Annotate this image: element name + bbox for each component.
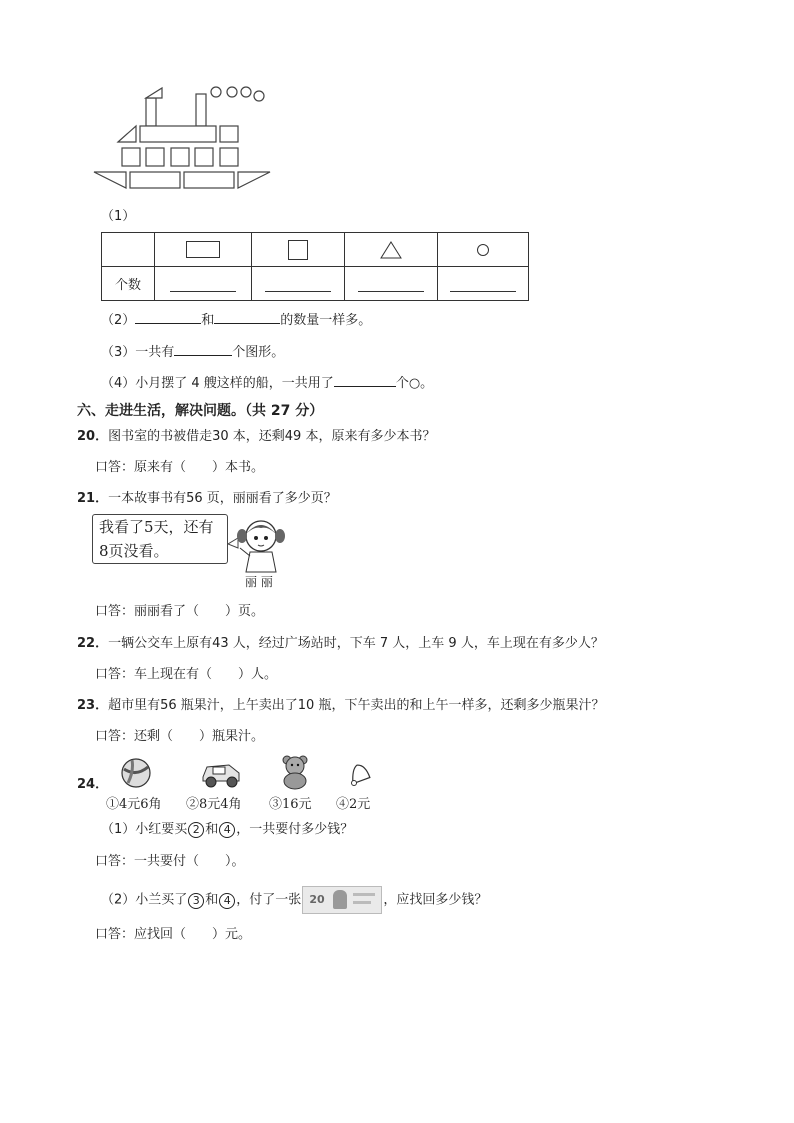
banknote-image: [302, 886, 382, 914]
q24-part1: （1）小红要买 2 和 4 ，一共要付多少钱？: [101, 822, 354, 837]
price-item-2: ②8元4角: [186, 797, 242, 812]
q24-part2: （2）小兰买了 3 和 4 ，付了一张 20 ，应找回多少钱？: [101, 886, 487, 914]
deck-triangle: [118, 126, 136, 142]
toy-car-icon: [199, 757, 243, 789]
price-item-1: ①4元6角: [106, 797, 162, 812]
answer-blank[interactable]: [135, 311, 201, 324]
triangle-icon: [380, 241, 402, 259]
rectangle-icon: [186, 241, 220, 258]
question-22: 22．一辆公交车上原有43 人，经过广场站时，下车 7 人，上车 9 人，车上现在有多少人？: [77, 636, 604, 651]
teddy-bear-icon: [279, 754, 311, 790]
q22-answer: 口答：车上现在有（ ）人。: [95, 667, 278, 682]
bell-icon: [344, 759, 374, 789]
question-24-number: 24．: [77, 777, 109, 792]
smoke-circle: [227, 87, 237, 97]
circle-icon: [477, 244, 489, 256]
answer-blank[interactable]: [174, 343, 232, 356]
q21-answer: 口答：丽丽看了（ ）页。: [95, 604, 265, 619]
q20-answer: 口答：原来有（ ）本书。: [95, 460, 265, 475]
answer-blank[interactable]: [265, 283, 331, 292]
girl-name: 丽 丽: [245, 575, 273, 589]
price-item-3: ③16元: [269, 797, 312, 812]
girl-illustration: [228, 514, 294, 576]
q19-part4: （4）小月摆了 4 艘这样的船，一共用了 个○。: [101, 376, 434, 391]
ball-icon: [120, 757, 152, 789]
answer-blank[interactable]: [214, 311, 280, 324]
q24-part2-answer: 口答：应找回（ ）元。: [95, 927, 252, 942]
q23-answer: 口答：还剩（ ）瓶果汁。: [95, 729, 265, 744]
speech-bubble: 我看了5天，还有 8页没看。: [92, 514, 228, 564]
ship-figure: [92, 84, 272, 194]
banknote-value: 20: [309, 893, 325, 906]
hull-right-triangle: [238, 172, 270, 188]
smoke-circle: [241, 87, 251, 97]
row-label: 个数: [102, 267, 155, 301]
smoke-circle: [254, 91, 264, 101]
answer-blank[interactable]: [358, 283, 424, 292]
q19-part3: （3）一共有 个图形。: [101, 345, 285, 360]
portrait-icon: [333, 890, 347, 909]
shape-count-table: [101, 232, 529, 301]
question-20: 20．图书室的书被借走30 本，还剩49 本，原来有多少本书？: [77, 429, 436, 444]
flag-triangle: [146, 88, 162, 98]
q24-part1-answer: 口答：一共要付（ ）。: [95, 854, 245, 869]
smoke-circle: [211, 87, 221, 97]
question-21: 21．一本故事书有56 页，丽丽看了多少页？: [77, 491, 337, 506]
section-title: 六、走进生活，解决问题。（共 27 分）: [77, 403, 324, 419]
price-item-4: ④2元: [336, 797, 371, 812]
chimney-1: [146, 98, 156, 126]
answer-blank[interactable]: [450, 283, 516, 292]
q19-part1-label: （1）: [101, 209, 136, 224]
square-icon: [288, 240, 308, 260]
answer-blank[interactable]: [170, 283, 236, 292]
q19-part2: （2） 和 的数量一样多。: [101, 313, 372, 328]
answer-blank[interactable]: [334, 374, 396, 387]
chimney-2: [196, 94, 206, 126]
hull-left-triangle: [94, 172, 126, 188]
question-23: 23．超市里有56 瓶果汁，上午卖出了10 瓶，下午卖出的和上午一样多，还剩多少瓶果汁？: [77, 698, 605, 713]
